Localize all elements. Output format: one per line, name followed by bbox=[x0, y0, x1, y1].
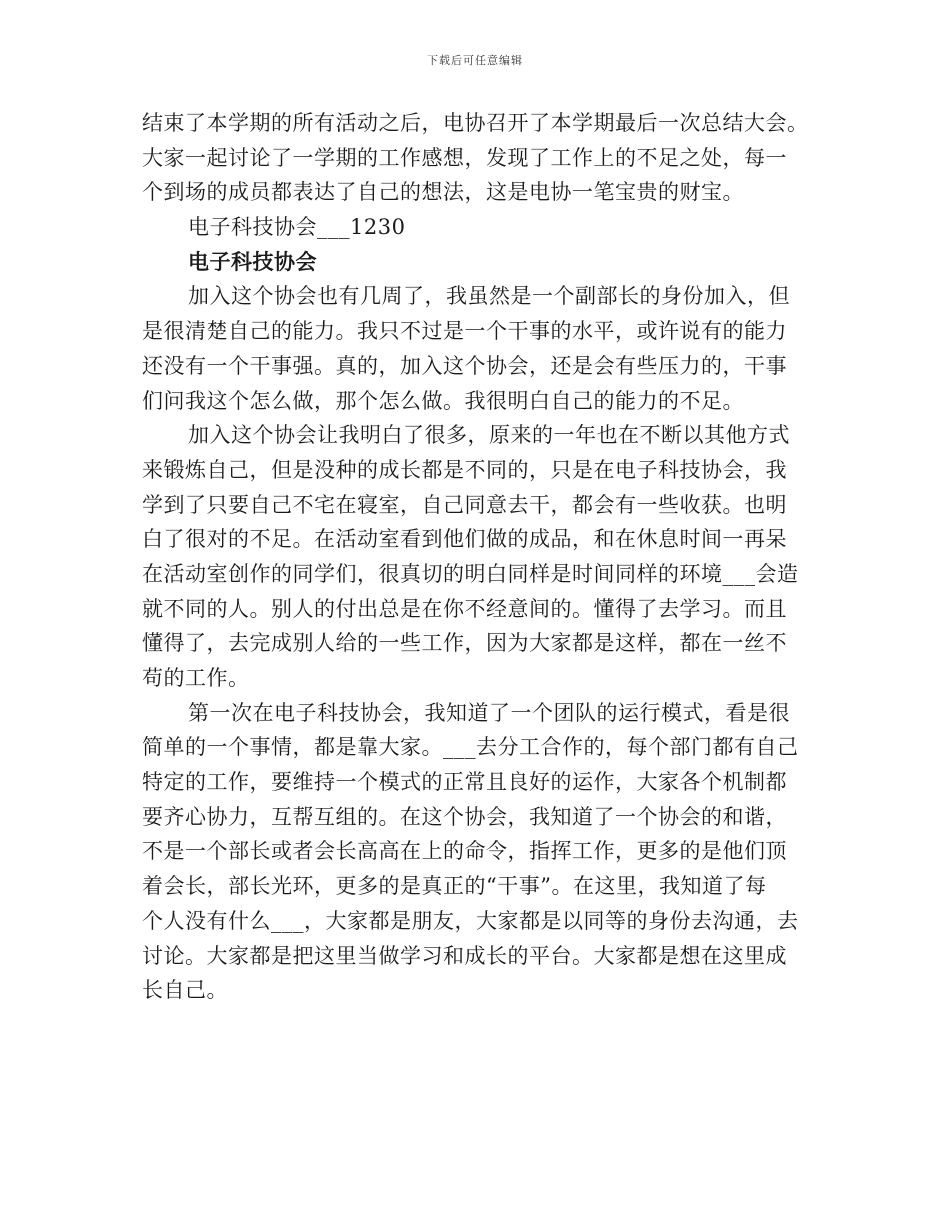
text-line: 就不同的人。别人的付出总是在你不经意间的。懂得了去学习。而且 bbox=[142, 596, 787, 621]
text-line: 来锻炼自己，但是没种的成长都是不同的，只是在电子科技协会，我 bbox=[142, 457, 787, 482]
text-line: 着会长，部长光环，更多的是真正的“干事”。在这里，我知道了每 bbox=[142, 874, 767, 899]
text-line: 还没有一个干事强。真的，加入这个协会，还是会有些压力的，干事 bbox=[142, 353, 787, 378]
text-line: 懂得了，去完成别人给的一些工作，因为大家都是这样，都在一丝不 bbox=[142, 631, 787, 656]
text-line: 特定的工作，要维持一个模式的正常且良好的运作，大家各个机制都 bbox=[142, 770, 787, 795]
text-line: 个到场的成员都表达了自己的想法，这是电协一笔宝贵的财宝。 bbox=[142, 180, 744, 205]
text-line: 是很清楚自己的能力。我只不过是一个干事的水平，或许说有的能力 bbox=[142, 319, 787, 344]
document-body bbox=[142, 106, 832, 1008]
text-line: 学到了只要自己不宅在寝室，自己同意去干，都会有一些收获。也明 bbox=[142, 492, 787, 517]
text-line: 讨论。大家都是把这里当做学习和成长的平台。大家都是想在这里成 bbox=[142, 943, 787, 968]
text-line: 简单的一个事情，都是靠大家。___去分工合作的，每个部门都有自己 bbox=[142, 735, 799, 760]
text-line: 在活动室创作的同学们，很真切的明白同样是时间同样的环境___会造 bbox=[142, 561, 799, 586]
text-line: 加入这个协会也有几周了，我虽然是一个副部长的身份加入，但 bbox=[188, 284, 790, 309]
text-line: 要齐心协力，互帮互组的。在这个协会，我知道了一个协会的和谐， bbox=[142, 804, 787, 829]
section-heading: 电子科技协会 bbox=[188, 248, 317, 274]
text-line: 们问我这个怎么做，那个怎么做。我很明白自己的能力的不足。 bbox=[142, 388, 744, 413]
text-line: 白了很对的不足。在活动室看到他们做的成品，和在休息时间一再呆 bbox=[142, 527, 787, 552]
text-line: 电子科技协会___1230 bbox=[188, 215, 406, 240]
text-line: 第一次在电子科技协会，我知道了一个团队的运行模式，看是很 bbox=[188, 700, 790, 725]
text-line: 结束了本学期的所有活动之后，电协召开了本学期最后一次总结大会。 bbox=[142, 111, 809, 135]
header-note: 下载后可任意编辑 bbox=[427, 54, 523, 67]
text-line: 不是一个部长或者会长高高在上的命令，指挥工作，更多的是他们顶 bbox=[142, 839, 787, 864]
text-line: 加入这个协会让我明白了很多，原来的一年也在不断以其他方式 bbox=[188, 423, 790, 448]
text-line: 大家一起讨论了一学期的工作感想，发现了工作上的不足之处，每一 bbox=[142, 145, 787, 170]
text-line: 个人没有什么___，大家都是朋友，大家都是以同等的身份去沟通，去 bbox=[142, 908, 799, 933]
text-line: 苟的工作。 bbox=[142, 666, 250, 690]
text-line: 长自己。 bbox=[142, 978, 228, 1003]
